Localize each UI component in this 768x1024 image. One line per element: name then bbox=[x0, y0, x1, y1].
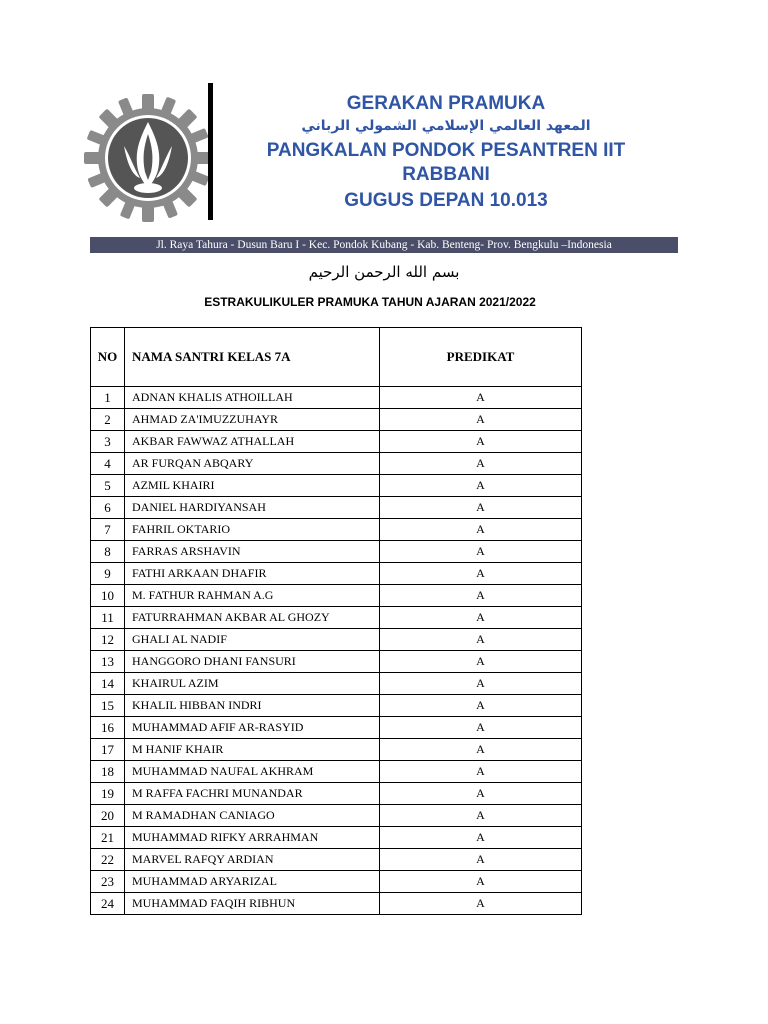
table-row bbox=[91, 871, 582, 893]
predikat-value: A bbox=[380, 387, 582, 409]
table-row bbox=[91, 563, 582, 585]
student-name: GHALI AL NADIF bbox=[125, 629, 380, 651]
predikat-value: A bbox=[380, 761, 582, 783]
row-number: 24 bbox=[91, 893, 125, 915]
student-name: ADNAN KHALIS ATHOILLAH bbox=[125, 387, 380, 409]
predikat-value: A bbox=[380, 409, 582, 431]
address-bar: Jl. Raya Tahura - Dusun Baru I - Kec. Pondok Kubang - Kab. Benteng- Prov. Bengkulu –Indonesia bbox=[90, 237, 678, 253]
table-row bbox=[91, 827, 582, 849]
predikat-value: A bbox=[380, 827, 582, 849]
predikat-value: A bbox=[380, 431, 582, 453]
row-number: 18 bbox=[91, 761, 125, 783]
row-number: 10 bbox=[91, 585, 125, 607]
table-row bbox=[91, 651, 582, 673]
row-number: 14 bbox=[91, 673, 125, 695]
predikat-value: A bbox=[380, 893, 582, 915]
table-row bbox=[91, 607, 582, 629]
predikat-value: A bbox=[380, 805, 582, 827]
predikat-value: A bbox=[380, 607, 582, 629]
student-name: HANGGORO DHANI FANSURI bbox=[125, 651, 380, 673]
predikat-value: A bbox=[380, 783, 582, 805]
column-header-no: NO bbox=[91, 328, 125, 387]
row-number: 13 bbox=[91, 651, 125, 673]
table-row bbox=[91, 695, 582, 717]
table-row bbox=[91, 519, 582, 541]
pramuka-logo-icon bbox=[84, 94, 212, 222]
predikat-value: A bbox=[380, 717, 582, 739]
student-name: AHMAD ZA'IMUZZUHAYR bbox=[125, 409, 380, 431]
predikat-value: A bbox=[380, 695, 582, 717]
predikat-value: A bbox=[380, 585, 582, 607]
org-title: GERAKAN PRAMUKA bbox=[346, 93, 546, 114]
table-header-row bbox=[91, 328, 582, 387]
predikat-value: A bbox=[380, 541, 582, 563]
student-name: FATHI ARKAAN DHAFIR bbox=[125, 563, 380, 585]
predikat-value: A bbox=[380, 651, 582, 673]
row-number: 6 bbox=[91, 497, 125, 519]
predikat-value: A bbox=[380, 739, 582, 761]
student-name: AR FURQAN ABQARY bbox=[125, 453, 380, 475]
arabic-institution-name: المعهد العالمي الإسلامي الشمولي الرباني bbox=[301, 118, 591, 134]
table-row bbox=[91, 783, 582, 805]
table-row bbox=[91, 409, 582, 431]
student-name: FAHRIL OKTARIO bbox=[125, 519, 380, 541]
table-row bbox=[91, 453, 582, 475]
row-number: 7 bbox=[91, 519, 125, 541]
row-number: 16 bbox=[91, 717, 125, 739]
predikat-value: A bbox=[380, 629, 582, 651]
table-row bbox=[91, 387, 582, 409]
student-name: DANIEL HARDIYANSAH bbox=[125, 497, 380, 519]
student-name: M RAMADHAN CANIAGO bbox=[125, 805, 380, 827]
row-number: 5 bbox=[91, 475, 125, 497]
institution-line: PANGKALAN PONDOK PESANTREN IIT bbox=[266, 140, 626, 161]
basmala: بسم الله الرحمن الرحيم bbox=[308, 263, 460, 281]
student-name: MUHAMMAD ARYARIZAL bbox=[125, 871, 380, 893]
predikat-value: A bbox=[380, 453, 582, 475]
student-name: M HANIF KHAIR bbox=[125, 739, 380, 761]
predikat-value: A bbox=[380, 849, 582, 871]
student-name: M RAFFA FACHRI MUNANDAR bbox=[125, 783, 380, 805]
column-header-name: NAMA SANTRI KELAS 7A bbox=[125, 328, 380, 387]
row-number: 21 bbox=[91, 827, 125, 849]
student-name: MUHAMMAD RIFKY ARRAHMAN bbox=[125, 827, 380, 849]
row-number: 9 bbox=[91, 563, 125, 585]
predikat-value: A bbox=[380, 673, 582, 695]
student-name: MUHAMMAD AFIF AR-RASYID bbox=[125, 717, 380, 739]
table-row bbox=[91, 629, 582, 651]
student-name: MARVEL RAFQY ARDIAN bbox=[125, 849, 380, 871]
row-number: 19 bbox=[91, 783, 125, 805]
student-table bbox=[90, 327, 582, 915]
student-name: FATURRAHMAN AKBAR AL GHOZY bbox=[125, 607, 380, 629]
table-row bbox=[91, 497, 582, 519]
gugus-depan: GUGUS DEPAN 10.013 bbox=[344, 190, 548, 211]
student-name: KHAIRUL AZIM bbox=[125, 673, 380, 695]
table-row bbox=[91, 805, 582, 827]
row-number: 15 bbox=[91, 695, 125, 717]
student-name: AKBAR FAWWAZ ATHALLAH bbox=[125, 431, 380, 453]
row-number: 3 bbox=[91, 431, 125, 453]
row-number: 4 bbox=[91, 453, 125, 475]
row-number: 1 bbox=[91, 387, 125, 409]
row-number: 12 bbox=[91, 629, 125, 651]
predikat-value: A bbox=[380, 871, 582, 893]
table-row bbox=[91, 761, 582, 783]
table-row bbox=[91, 893, 582, 915]
table-row bbox=[91, 739, 582, 761]
student-name: AZMIL KHAIRI bbox=[125, 475, 380, 497]
student-name: MUHAMMAD NAUFAL AKHRAM bbox=[125, 761, 380, 783]
column-header-predikat: PREDIKAT bbox=[380, 328, 582, 387]
table-row bbox=[91, 475, 582, 497]
table-row bbox=[91, 541, 582, 563]
student-name: M. FATHUR RAHMAN A.G bbox=[125, 585, 380, 607]
row-number: 11 bbox=[91, 607, 125, 629]
table-row bbox=[91, 717, 582, 739]
predikat-value: A bbox=[380, 519, 582, 541]
letterhead bbox=[230, 92, 662, 213]
row-number: 8 bbox=[91, 541, 125, 563]
row-number: 2 bbox=[91, 409, 125, 431]
row-number: 17 bbox=[91, 739, 125, 761]
row-number: 23 bbox=[91, 871, 125, 893]
predikat-value: A bbox=[380, 563, 582, 585]
row-number: 20 bbox=[91, 805, 125, 827]
student-name: KHALIL HIBBAN INDRI bbox=[125, 695, 380, 717]
table-row bbox=[91, 431, 582, 453]
predikat-value: A bbox=[380, 497, 582, 519]
header-divider bbox=[208, 83, 213, 220]
predikat-value: A bbox=[380, 475, 582, 497]
student-name: FARRAS ARSHAVIN bbox=[125, 541, 380, 563]
table-row bbox=[91, 673, 582, 695]
document-subtitle: ESTRAKULIKULER PRAMUKA TAHUN AJARAN 2021/2022 bbox=[204, 295, 536, 309]
student-name: MUHAMMAD FAQIH RIBHUN bbox=[125, 893, 380, 915]
table-row bbox=[91, 849, 582, 871]
table-row bbox=[91, 585, 582, 607]
row-number: 22 bbox=[91, 849, 125, 871]
institution-name: RABBANI bbox=[402, 164, 490, 185]
